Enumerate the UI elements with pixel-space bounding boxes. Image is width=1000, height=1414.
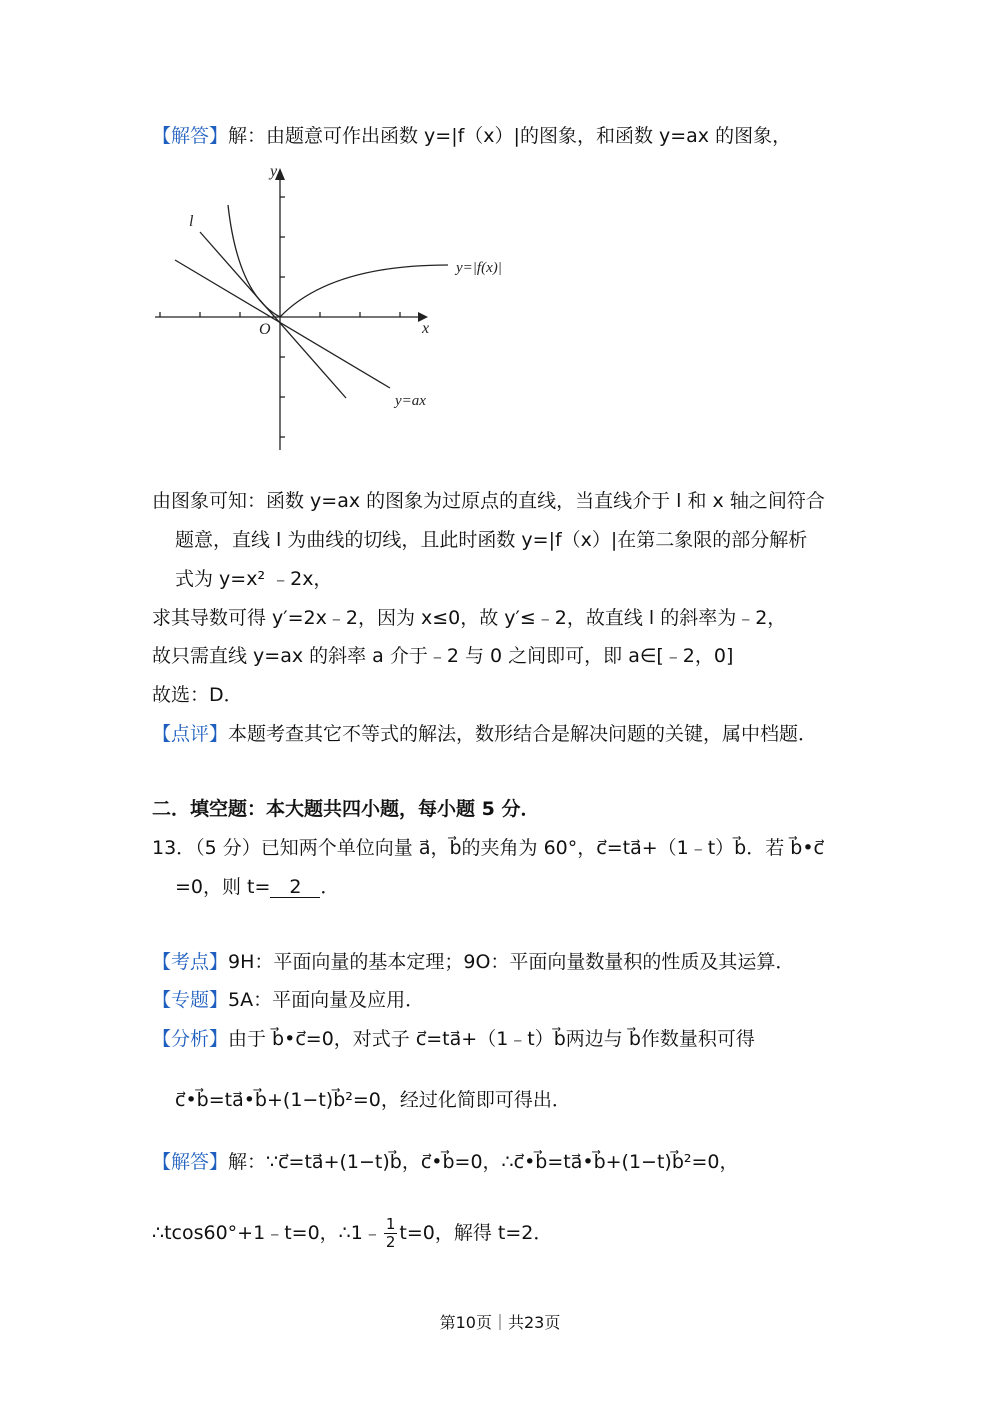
question-13-line-1: 13．（5 分）已知两个单位向量 a⃗，b⃗的夹角为 60°，c⃗=ta⃗+（1﹣t）b⃗．若 b⃗•c⃗ — [152, 837, 824, 859]
topic-text: 5A：平面向量及应用． — [228, 989, 425, 1011]
solution-2-tag: 【解答】 — [152, 1151, 229, 1173]
knowledge-point-text: 9H：平面向量的基本定理；9O：平面向量数量积的性质及其运算． — [228, 951, 795, 973]
curve-label: y=|f(x)| — [456, 260, 502, 276]
topic — [152, 988, 424, 1012]
answer-blank: 2 — [270, 877, 320, 898]
tangent-line-label: l — [189, 213, 194, 230]
analysis-line-1: 由图象可知：函数 y=ax 的图象为过原点的直线，当直线介于 l 和 x 轴之间符合 — [152, 490, 825, 512]
solution-2-line-2 — [152, 1216, 552, 1251]
answer-choice: 故选：D． — [152, 684, 243, 706]
knowledge-point-tag: 【考点】 — [152, 951, 229, 973]
function-graph — [150, 160, 502, 460]
fraction-denominator: 2 — [385, 1233, 396, 1251]
analysis-line-4: 求其导数可得 y′=2x﹣2，因为 x≤0，故 y′≤﹣2，故直线 l 的斜率为﹣2， — [152, 607, 787, 629]
solution-intro — [152, 124, 791, 148]
y-axis-label: y — [270, 163, 278, 180]
solution-2-text: 解：∵c⃗=ta⃗+(1−t)b⃗，c⃗•b⃗=0，∴c⃗•b⃗=ta⃗•b⃗+(1−t)b⃗²=0， — [228, 1151, 739, 1173]
tangent-line-l — [200, 232, 346, 398]
knowledge-point — [152, 950, 794, 974]
x-axis-label: x — [422, 320, 430, 337]
solution-intro-text: 解：由题意可作出函数 y=|f（x）|的图象，和函数 y=ax 的图象， — [228, 125, 792, 147]
comment-text: 本题考查其它不等式的解法，数形结合是解决问题的关键，属中档题． — [228, 723, 818, 745]
question-13-line-2 — [175, 875, 339, 899]
solution-2-prefix: ∴tcos60°+1﹣t=0，∴1﹣ — [152, 1222, 382, 1244]
analysis-text: 由于 b⃗•c⃗=0，对式子 c⃗=ta⃗+（1﹣t）b⃗两边与 b⃗作数量积可得 — [228, 1028, 755, 1050]
solution-tag: 【解答】 — [152, 125, 229, 147]
fraction-numerator: 1 — [385, 1215, 396, 1233]
section-heading: 二．填空题：本大题共四小题，每小题 5 分． — [152, 798, 540, 820]
analysis-formula: c⃗•b⃗=ta⃗•b⃗+(1−t)b⃗²=0，经过化简即可得出． — [175, 1089, 571, 1111]
question-13-prefix: =0，则 t= — [175, 876, 271, 898]
solution-2 — [152, 1150, 739, 1174]
solution-2-suffix: t=0，解得 t=2． — [399, 1222, 553, 1244]
analysis-line-5: 故只需直线 y=ax 的斜率 a 介于﹣2 与 0 之间即可，即 a∈[﹣2，0] — [152, 645, 734, 667]
curve-right-branch — [280, 265, 448, 317]
analysis-section — [152, 1027, 755, 1051]
line-y-ax — [175, 260, 390, 388]
analysis-tag: 【分析】 — [152, 1028, 229, 1050]
fraction-one-half — [384, 1216, 398, 1251]
analysis-line-2: 题意，直线 l 为曲线的切线，且此时函数 y=|f（x）|在第二象限的部分解析 — [175, 529, 808, 551]
topic-tag: 【专题】 — [152, 989, 229, 1011]
line-label: y=ax — [395, 393, 426, 409]
page-footer: 第10页｜共23页 — [439, 1313, 561, 1332]
question-13-suffix: ． — [320, 876, 340, 898]
curve-left-branch — [228, 205, 280, 317]
comment — [152, 722, 817, 746]
origin-label: O — [259, 321, 271, 338]
analysis-line-3: 式为 y=x² ﹣2x， — [175, 568, 333, 590]
comment-tag: 【点评】 — [152, 723, 229, 745]
